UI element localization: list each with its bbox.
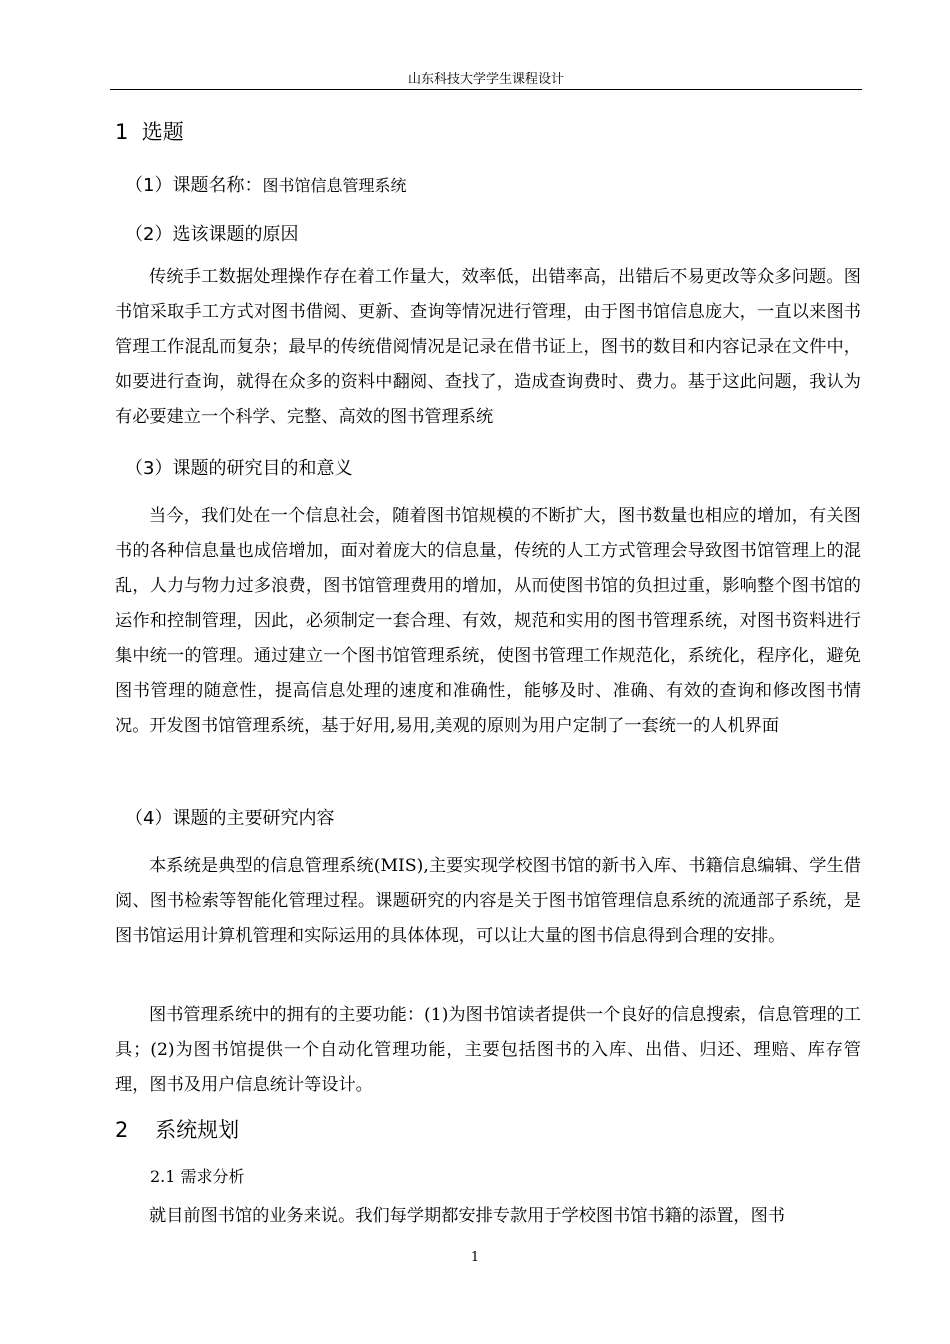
section-2-title: 系统规划 xyxy=(155,1118,240,1142)
subsection-1-4-heading: （4）课题的主要研究内容 xyxy=(125,808,335,829)
page-header: 山东科技大学学生课程设计 xyxy=(407,72,564,87)
subsection-1-3-heading: （3）课题的研究目的和意义 xyxy=(125,458,353,479)
subsection-2-1-paragraph: 就目前图书馆的业务来说。我们每学期都安排专款用于学校图书馆书籍的添置，图书 xyxy=(149,1206,785,1226)
subsection-1-2-heading: （2）选该课题的原因 xyxy=(125,224,299,245)
section-2-heading xyxy=(115,1116,239,1144)
subsection-2-1-title: 2.1 需求分析 xyxy=(150,1167,245,1186)
subsection-1-1-value: 图书馆信息管理系统 xyxy=(262,176,407,195)
subsection-1-4-paragraph-2: 图书管理系统中的拥有的主要功能：(1)为图书馆读者提供一个良好的信息搜索，信息管理的工具；(2)为图书馆提供一个自动化管理功能，主要包括图书的入库、出借、归还、理赔、库存管理，图书及用户信息统计等设计。 xyxy=(115,1005,861,1095)
section-1-number: 1 xyxy=(115,120,129,144)
section-1-title: 选题 xyxy=(141,120,184,144)
subsection-1-3-paragraph: 当今，我们处在一个信息社会，随着图书馆规模的不断扩大，图书数量也相应的增加，有关图书的各种信息量也成倍增加，面对着庞大的信息量，传统的人工方式管理会导致图书馆管理上的混乱，人力与物力过多浪费，图书馆管理费用的增加，从而使图书馆的负担过重，影响整个图书馆的运作和控制管理，因此，必须制定一套合理、有效，规范和实用的图书管理系统，对图书资料进行集中统一的管理。通过建立一个图书馆管理系统，使图书管理工作规范化，系统化，程序化，避免图书管理的随意性，提高信息处理的速度和准确性，能够及时、准确、有效的查询和修改图书情况。开发图书馆管理系统，基于好用,易用,美观的原则为用户定制了一套统一的人机界面 xyxy=(115,506,861,736)
section-1-heading xyxy=(115,118,184,146)
page-number: 1 xyxy=(470,1250,480,1265)
section-2-number: 2 xyxy=(115,1118,129,1142)
subsection-1-1-label: （1）课题名称： xyxy=(125,175,263,196)
subsection-1-2-paragraph: 传统手工数据处理操作存在着工作量大，效率低，出错率高，出错后不易更改等众多问题。图书馆采取手工方式对图书借阅、更新、查询等情况进行管理，由于图书馆信息庞大，一直以来图书管理工作混乱而复杂；最早的传统借阅情况是记录在借书证上，图书的数目和内容记录在文件中，如要进行查询，就得在众多的资料中翻阅、查找了，造成查询费时、费力。基于这此问题，我认为有必要建立一个科学、完整、高效的图书管理系统 xyxy=(115,267,861,427)
subsection-1-4-paragraph-1: 本系统是典型的信息管理系统(MIS),主要实现学校图书馆的新书入库、书籍信息编辑、学生借阅、图书检索等智能化管理过程。课题研究的内容是关于图书馆管理信息系统的流通部子系统，是图书馆运用计算机管理和实际运用的具体体现，可以让大量的图书信息得到合理的安排。 xyxy=(115,856,861,946)
header-rule xyxy=(110,89,862,90)
subsection-1-1-heading xyxy=(125,173,406,199)
